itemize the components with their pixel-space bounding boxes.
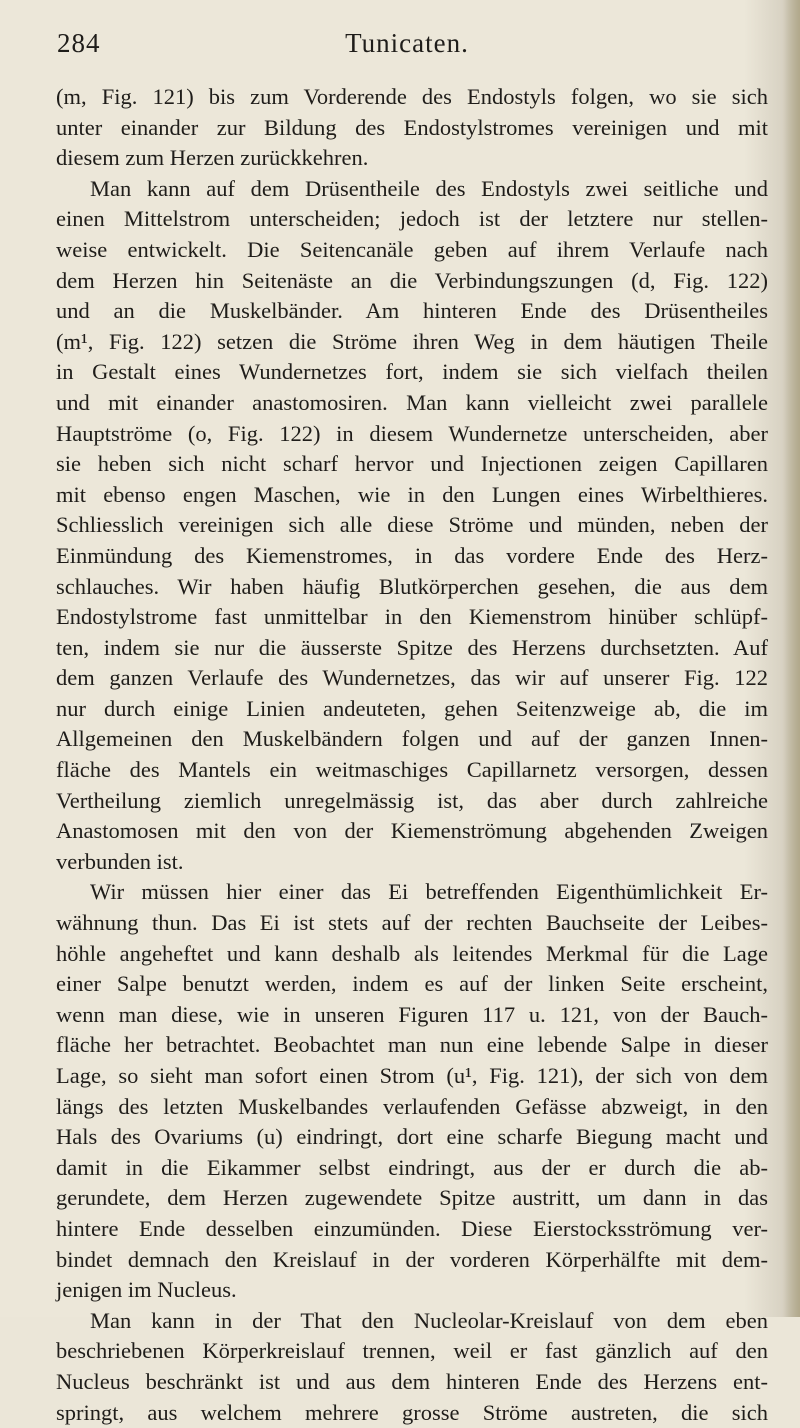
text-line: Nucleus beschränkt ist und aus dem hinteren Ende des Herzens ent-	[56, 1368, 768, 1394]
text-line: Lage, so sieht man sofort einen Strom (u¹, Fig. 121), der sich von dem	[56, 1063, 768, 1088]
text-line: Endostylstrome fast unmittelbar in den Kiemenstrom hinüber schlüpf-	[56, 604, 768, 630]
text-line: Man kann auf dem Drüsentheile des Endostyls zwei seitliche und	[90, 175, 768, 201]
text-line: damit in die Eikammer selbst eindringt, aus der er durch die ab-	[56, 1154, 768, 1180]
text-line: schlauches. Wir haben häufig Blutkörperchen gesehen, die aus dem	[56, 573, 768, 599]
text-line: gerundete, dem Herzen zugewendete Spitze austritt, um dann in das	[56, 1185, 768, 1211]
text-line: fläche des Mantels ein weitmaschiges Capillarnetz versorgen, dessen	[56, 757, 768, 783]
text-line: sie heben sich nicht scharf hervor und Injectionen zeigen Capillaren	[56, 451, 768, 477]
text-line: Einmündung des Kiemenstromes, in das vordere Ende des Herz-	[56, 542, 768, 568]
text-line: längs des letzten Muskelbandes verlaufenden Gefässe abzweigt, in den	[56, 1093, 768, 1119]
text-line: Wir müssen hier einer das Ei betreffenden Eigenthümlichkeit Er-	[90, 879, 768, 905]
text-line: einen Mittelstrom unterscheiden; jedoch ist der letztere nur stellen-	[56, 206, 768, 232]
text-line: und an die Muskelbänder. Am hinteren Ende des Drüsentheiles	[56, 298, 768, 324]
running-title: Tunicaten.	[345, 28, 469, 58]
text-line: Allgemeinen den Muskelbändern folgen und auf der ganzen Innen-	[56, 726, 768, 752]
text-line: Hals des Ovariums (u) eindringt, dort eine scharfe Biegung macht und	[56, 1124, 768, 1150]
text-line: bindet demnach den Kreislauf in der vorderen Körperhälfte mit dem-	[56, 1246, 768, 1272]
text-line: und mit einander anastomosiren. Man kann vielleicht zwei parallele	[56, 389, 768, 415]
page-header	[57, 28, 757, 68]
text-line: beschriebenen Körperkreislauf trennen, weil er fast gänzlich auf den	[56, 1338, 768, 1364]
text-line: hintere Ende desselben einzumünden. Diese Eierstocksströmung ver-	[56, 1215, 768, 1241]
text-line: wähnung thun. Das Ei ist stets auf der rechten Bauchseite der Leibes-	[56, 910, 768, 936]
page-number: 284	[57, 28, 101, 58]
text-line: Hauptströme (o, Fig. 122) in diesem Wundernetze unterscheiden, aber	[56, 420, 768, 446]
text-line: einer Salpe benutzt werden, indem es auf der linken Seite erscheint,	[56, 971, 768, 997]
text-line: jenigen im Nucleus.	[56, 1277, 237, 1303]
text-line: unter einander zur Bildung des Endostylstromes vereinigen und mit	[56, 114, 768, 140]
body-text	[56, 82, 768, 1428]
text-line: verbunden ist.	[56, 848, 184, 874]
text-line: (m¹, Fig. 122) setzen die Ströme ihren Weg in dem häutigen Theile	[56, 328, 768, 354]
text-line: dem ganzen Verlaufe des Wundernetzes, das wir auf unserer Fig. 122	[56, 665, 768, 691]
text-line: Schliesslich vereinigen sich alle diese Ströme und münden, neben der	[56, 512, 768, 538]
text-line: höhle angeheftet und kann deshalb als leitendes Merkmal für die Lage	[56, 940, 768, 966]
text-line: fläche her betrachtet. Beobachtet man nun eine lebende Salpe in dieser	[56, 1032, 768, 1058]
text-line: Vertheilung ziemlich unregelmässig ist, das aber durch zahlreiche	[56, 787, 768, 813]
text-line: diesem zum Herzen zurückkehren.	[56, 145, 369, 171]
page-edge-shadow	[782, 0, 800, 1317]
text-line: Man kann in der That den Nucleolar-Kreislauf von dem eben	[90, 1307, 768, 1333]
text-line: weise entwickelt. Die Seitencanäle geben auf ihrem Verlaufe nach	[56, 236, 768, 262]
text-line: mit ebenso engen Maschen, wie in den Lungen eines Wirbelthieres.	[56, 481, 768, 507]
text-line: in Gestalt eines Wundernetzes fort, indem sie sich vielfach theilen	[56, 359, 768, 385]
text-line: nur durch einige Linien andeuteten, gehen Seitenzweige ab, die im	[56, 695, 768, 721]
text-line: Anastomosen mit den von der Kiemenströmung abgehenden Zweigen	[56, 818, 768, 844]
text-line: ten, indem sie nur die äusserste Spitze des Herzens durchsetzten. Auf	[56, 634, 768, 660]
text-line: (m, Fig. 121) bis zum Vorderende des Endostyls folgen, wo sie sich	[56, 84, 768, 109]
text-line: springt, aus welchem mehrere grosse Ströme austreten, die sich	[56, 1399, 768, 1425]
text-line: wenn man diese, wie in unseren Figuren 117 u. 121, von der Bauch-	[56, 1001, 768, 1027]
text-line: dem Herzen hin Seitenäste an die Verbindungszungen (d, Fig. 122)	[56, 267, 768, 293]
